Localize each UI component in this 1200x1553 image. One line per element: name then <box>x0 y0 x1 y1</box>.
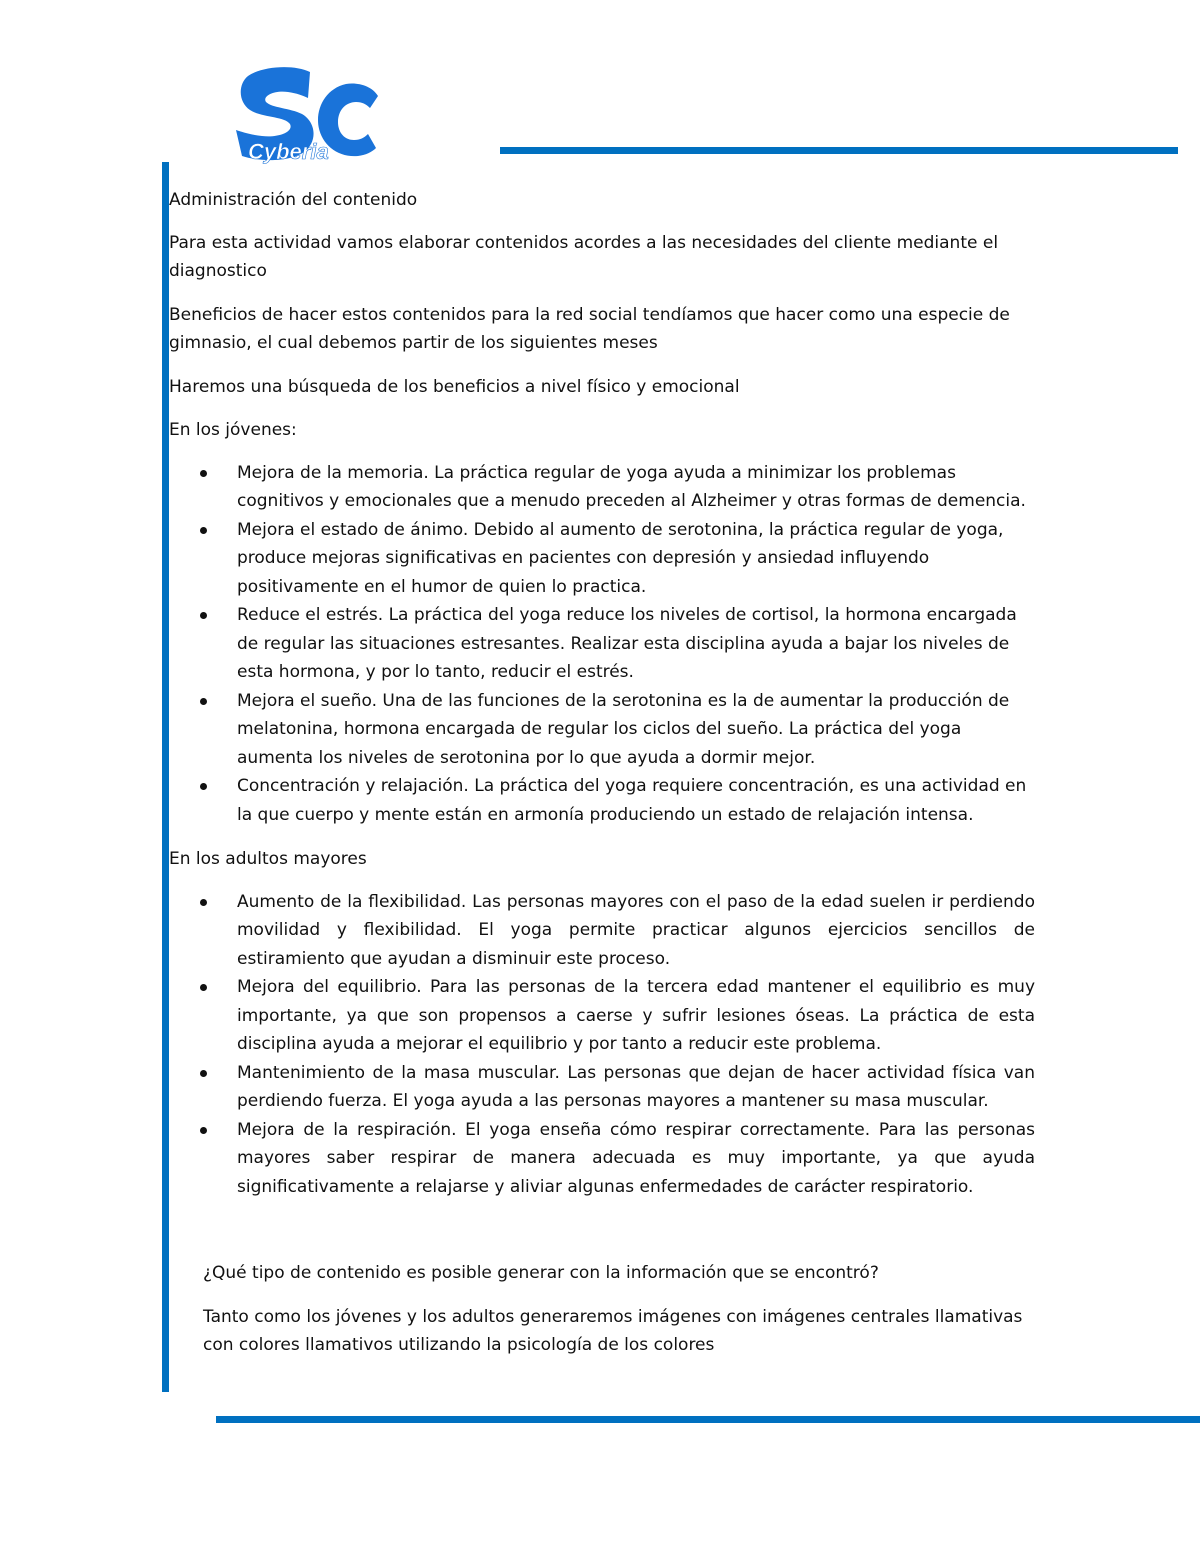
bullet-icon <box>200 1127 207 1134</box>
question-text: ¿Qué tipo de contenido es posible generar con la información que se encontró? <box>203 1263 879 1283</box>
logo-text: Cyberia <box>248 139 329 164</box>
list-item: Mejora el estado de ánimo. Debido al aumento de serotonina, la práctica regular de yoga, produce mejoras significativas en pacientes con depresión y ansiedad influyendo positivamente en el humor de quien lo practica. <box>169 516 1035 602</box>
list-item: Reduce el estrés. La práctica del yoga reduce los niveles de cortisol, la hormona encargada de regular las situaciones estresantes. Realizar esta disciplina ayuda a bajar los niveles de esta hormona, y por lo tanto, reducir el estrés. <box>169 601 1035 687</box>
bullet-icon <box>200 984 207 991</box>
paragraph-1: Para esta actividad vamos elaborar contenidos acordes a las necesidades del cliente mediante el diagnostico <box>169 232 999 281</box>
paragraph-3: Haremos una búsqueda de los beneficios a nivel físico y emocional <box>169 376 740 397</box>
bullet-icon <box>200 783 207 790</box>
left-accent-bar <box>162 162 169 1392</box>
answer-text: Tanto como los jóvenes y los adultos generaremos imágenes con imágenes centrales llamativas con colores llamativos utilizando la psicología de los colores <box>203 1306 1023 1355</box>
list-item: Aumento de la flexibilidad. Las personas mayores con el paso de la edad suelen ir perdiendo movilidad y flexibilidad. El yoga permite practicar algunos ejercicios sencillos de estiramiento que ayudan a disminuir este proceso. <box>169 888 1035 974</box>
bullet-icon <box>200 899 207 906</box>
document-body <box>169 186 1035 1375</box>
list-item: Mejora del equilibrio. Para las personas de la tercera edad mantener el equilibrio es muy importante, ya que son propensos a caerse y sufrir lesiones óseas. La práctica de esta disciplina ayuda a mejorar el equilibrio y por tanto a reducir este problema. <box>169 973 1035 1059</box>
list-item: Mejora el sueño. Una de las funciones de la serotonina es la de aumentar la producción de melatonina, hormona encargada de regular los ciclos del sueño. La práctica del yoga aumenta los niveles de serotonina por lo que ayuda a dormir mejor. <box>169 687 1035 773</box>
bullet-icon <box>200 1070 207 1077</box>
sc-cyberia-logo-icon <box>232 62 382 166</box>
spacer <box>169 1217 1035 1259</box>
bullet-icon <box>200 698 207 705</box>
list-item: Mejora de la memoria. La práctica regular de yoga ayuda a minimizar los problemas cognitivos y emocionales que a menudo preceden al Alzheimer y otras formas de demencia. <box>169 459 1035 516</box>
footer-divider <box>216 1416 1200 1423</box>
bullet-icon <box>200 527 207 534</box>
bullet-icon <box>200 612 207 619</box>
section-young-title: En los jóvenes: <box>169 420 297 440</box>
list-item: Concentración y relajación. La práctica del yoga requiere concentración, es una actividad en la que cuerpo y mente están en armonía produciendo un estado de relajación intensa. <box>169 772 1035 829</box>
list-item: Mejora de la respiración. El yoga enseña cómo respirar correctamente. Para las personas mayores saber respirar de manera adecuada es muy importante, ya que ayuda significativamente a relajarse y aliviar algunas enfermedades de carácter respiratorio. <box>169 1116 1035 1202</box>
list-item: Mantenimiento de la masa muscular. Las personas que dejan de hacer actividad física van perdiendo fuerza. El yoga ayuda a las personas mayores a mantener su masa muscular. <box>169 1059 1035 1116</box>
elderly-benefits-list <box>169 888 1035 1202</box>
document-heading: Administración del contenido <box>169 190 418 210</box>
paragraph-2: Beneficios de hacer estos contenidos para la red social tendíamos que hacer como una especie de gimnasio, el cual debemos partir de los siguientes meses <box>169 304 1010 353</box>
young-benefits-list <box>169 459 1035 830</box>
section-elderly-title: En los adultos mayores <box>169 849 367 869</box>
bullet-icon <box>200 470 207 477</box>
header-divider <box>500 147 1178 154</box>
